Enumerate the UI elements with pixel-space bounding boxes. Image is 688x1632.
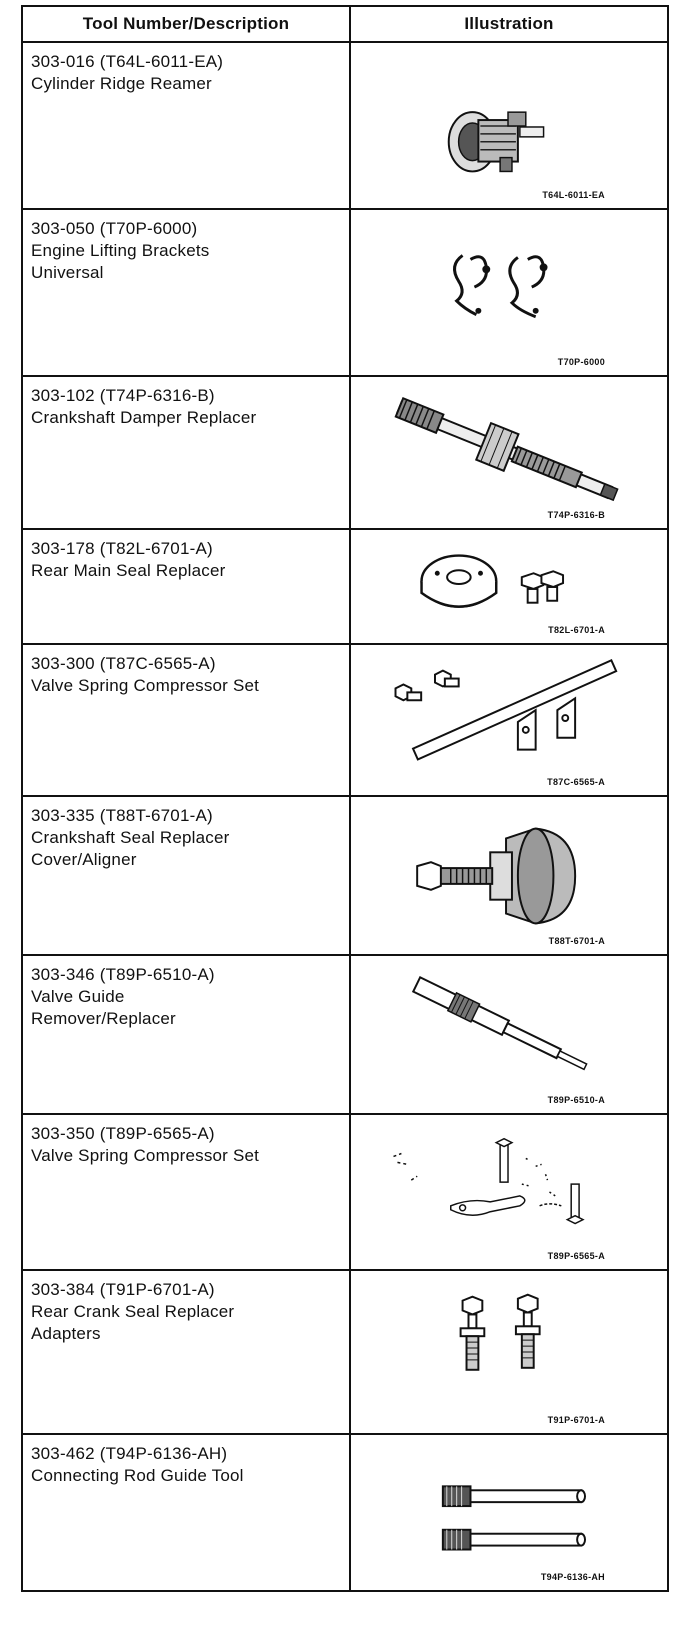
tool-description: Crankshaft Damper Replacer	[31, 408, 257, 427]
tool-description-cell	[22, 796, 350, 955]
tool-illustration-cell	[350, 529, 668, 644]
table-row	[22, 1270, 668, 1434]
tool-illustration-cell	[350, 644, 668, 796]
tool-illustration-cell	[350, 796, 668, 955]
tool-illustration-cell	[350, 1270, 668, 1434]
tool-illustration-cell	[350, 376, 668, 529]
tool-illustration-cell	[350, 42, 668, 209]
header-tool-number-description: Tool Number/Description	[22, 6, 350, 42]
table-row	[22, 1434, 668, 1591]
tool-illustration-cell	[350, 1434, 668, 1591]
tool-caption: T82L-6701-A	[548, 625, 605, 635]
tool-caption: T70P-6000	[557, 357, 605, 367]
special-tools-table	[21, 5, 669, 1592]
tool-number: 303-102 (T74P-6316-B)	[31, 386, 215, 405]
tool-caption: T88T-6701-A	[548, 936, 605, 946]
tool-number: 303-300 (T87C-6565-A)	[31, 654, 216, 673]
tool-description-cell	[22, 1270, 350, 1434]
engine-lifting-brackets-icon	[351, 210, 667, 375]
tool-description-cell	[22, 1434, 350, 1591]
tool-description-cont: Universal	[31, 263, 104, 282]
tool-description-cell	[22, 209, 350, 376]
tool-description: Engine Lifting Brackets	[31, 241, 210, 260]
tool-description-cont: Cover/Aligner	[31, 850, 137, 869]
tool-description-cell	[22, 529, 350, 644]
tool-description-cell	[22, 376, 350, 529]
table-row	[22, 376, 668, 529]
valve-guide-remover-icon	[351, 956, 667, 1113]
seal-replacer-adapters-icon	[351, 1271, 667, 1433]
tool-number: 303-016 (T64L-6011-EA)	[31, 52, 224, 71]
tool-caption: T74P-6316-B	[547, 510, 605, 520]
table-row	[22, 644, 668, 796]
tool-caption: T94P-6136-AH	[540, 1572, 605, 1582]
table-row	[22, 1114, 668, 1270]
tool-table-sheet	[21, 5, 667, 1592]
tool-illustration-cell	[350, 209, 668, 376]
valve-spring-compressor-icon	[351, 1115, 667, 1269]
tool-illustration-cell	[350, 955, 668, 1114]
connecting-rod-guide-tool-icon	[351, 1435, 667, 1590]
tool-description-cell	[22, 42, 350, 209]
valve-spring-compressor-set-icon	[351, 645, 667, 795]
table-row	[22, 955, 668, 1114]
tool-caption: T87C-6565-A	[547, 777, 605, 787]
header-row	[22, 6, 668, 42]
tool-description: Crankshaft Seal Replacer	[31, 828, 230, 847]
cylinder-ridge-reamer-icon	[351, 43, 667, 208]
table-row	[22, 796, 668, 955]
tool-description-cell	[22, 1114, 350, 1270]
tool-caption: T89P-6510-A	[547, 1095, 605, 1105]
tool-description: Rear Main Seal Replacer	[31, 561, 226, 580]
tool-number: 303-335 (T88T-6701-A)	[31, 806, 213, 825]
crankshaft-damper-replacer-icon	[351, 377, 667, 528]
table-row	[22, 42, 668, 209]
tool-description: Valve Spring Compressor Set	[31, 676, 260, 695]
header-illustration: Illustration	[350, 6, 668, 42]
tool-description-cont: Remover/Replacer	[31, 1009, 176, 1028]
tool-description: Valve Guide	[31, 987, 125, 1006]
tool-description-cont: Adapters	[31, 1324, 101, 1343]
rear-main-seal-replacer-icon	[351, 530, 667, 643]
tool-number: 303-350 (T89P-6565-A)	[31, 1124, 215, 1143]
tool-number: 303-462 (T94P-6136-AH)	[31, 1444, 228, 1463]
tool-description: Cylinder Ridge Reamer	[31, 74, 212, 93]
table-row	[22, 529, 668, 644]
tool-description: Valve Spring Compressor Set	[31, 1146, 260, 1165]
tool-description-cell	[22, 644, 350, 796]
tool-number: 303-050 (T70P-6000)	[31, 219, 198, 238]
tool-number: 303-178 (T82L-6701-A)	[31, 539, 213, 558]
tool-number: 303-346 (T89P-6510-A)	[31, 965, 215, 984]
tool-caption: T91P-6701-A	[547, 1415, 605, 1425]
table-row	[22, 209, 668, 376]
tool-description: Connecting Rod Guide Tool	[31, 1466, 244, 1485]
crankshaft-seal-replacer-icon	[351, 797, 667, 954]
tool-description: Rear Crank Seal Replacer	[31, 1302, 235, 1321]
tool-number: 303-384 (T91P-6701-A)	[31, 1280, 215, 1299]
tool-illustration-cell	[350, 1114, 668, 1270]
tool-caption: T64L-6011-EA	[542, 190, 605, 200]
tool-caption: T89P-6565-A	[547, 1251, 605, 1261]
tool-description-cell	[22, 955, 350, 1114]
